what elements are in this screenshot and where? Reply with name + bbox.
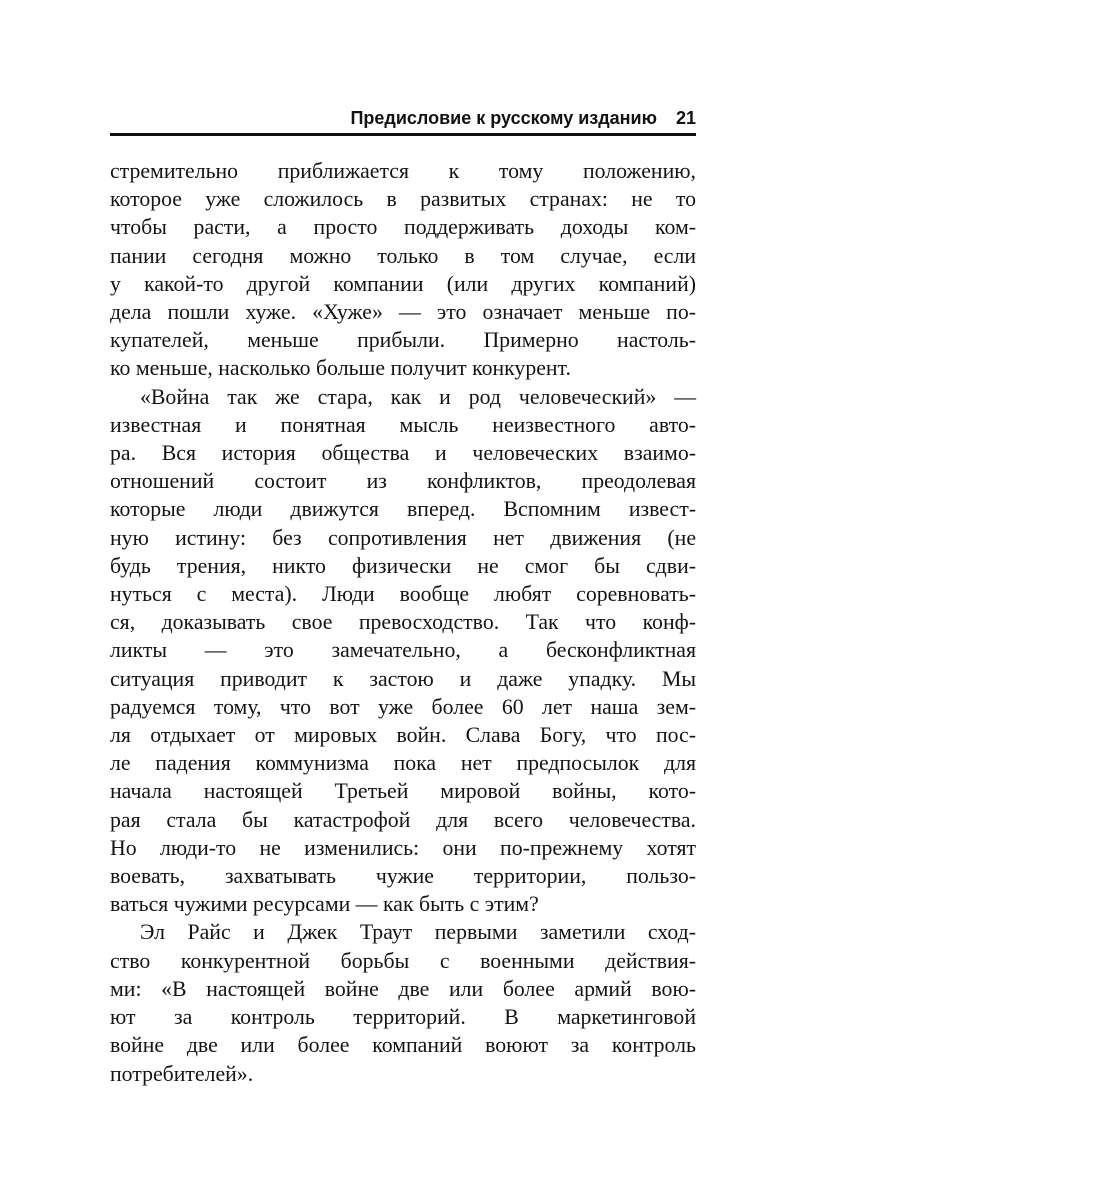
text-line: ют за контроль территорий. В маркетинговой xyxy=(110,1005,696,1030)
text-line: рая стала бы катастрофой для всего человечества. xyxy=(110,807,696,832)
text-line: войне две или более компаний воюют за контроль xyxy=(110,1033,696,1058)
text-line: отношений состоит из конфликтов, преодолевая xyxy=(110,469,696,494)
text-line: воевать, захватывать чужие территории, пользо- xyxy=(110,864,696,889)
text-line: потребителей». xyxy=(110,1061,254,1086)
text-line: ля отдыхает от мировых войн. Слава Богу, что пос- xyxy=(110,723,696,748)
text-line: дела пошли хуже. «Хуже» — это означает меньше по- xyxy=(110,300,696,325)
text-line: ситуация приводит к застою и даже упадку. Мы xyxy=(110,666,696,691)
text-line: ство конкурентной борьбы с военными действия- xyxy=(110,948,696,973)
text-line: ко меньше, насколько больше получит конкурент. xyxy=(110,356,571,381)
text-line: «Война так же стара, как и род человеческий» — xyxy=(140,384,696,409)
text-line: ваться чужими ресурсами — как быть с этим? xyxy=(110,892,539,917)
text-line: пании сегодня можно только в том случае, если xyxy=(110,243,696,268)
running-header-title: Предисловие к русскому изданию xyxy=(350,108,657,128)
text-line: купателей, меньше прибыли. Примерно настоль- xyxy=(110,328,696,353)
text-line: нуться с места). Люди вообще любят соревновать- xyxy=(110,582,696,607)
body-text xyxy=(110,157,696,1088)
text-line: ми: «В настоящей войне две или более армий вою- xyxy=(110,976,696,1001)
text-line: которые люди движутся вперед. Вспомним извест- xyxy=(110,497,696,522)
running-header xyxy=(110,108,696,128)
header-rule xyxy=(110,133,696,136)
text-line: известная и понятная мысль неизвестного авто- xyxy=(110,412,696,437)
page-number: 21 xyxy=(675,108,696,128)
text-line: ра. Вся история общества и человеческих взаимо- xyxy=(110,441,696,466)
text-line: которое уже сложилось в развитых странах: не то xyxy=(110,187,696,212)
text-line: радуемся тому, что вот уже более 60 лет наша зем- xyxy=(110,694,696,719)
text-line: ликты — это замечательно, а бесконфликтная xyxy=(110,638,696,663)
text-line: ную истину: без сопротивления нет движения (не xyxy=(110,525,696,550)
text-line: начала настоящей Третьей мировой войны, кото- xyxy=(110,779,696,804)
text-line: Эл Райс и Джек Траут первыми заметили сход- xyxy=(140,920,696,945)
text-line: ся, доказывать свое превосходство. Так что конф- xyxy=(110,610,696,635)
text-line: чтобы расти, а просто поддерживать доходы ком- xyxy=(110,215,696,240)
text-line: Но люди-то не изменились: они по-прежнему хотят xyxy=(110,835,696,860)
text-line: будь трения, никто физически не смог бы сдви- xyxy=(110,553,696,578)
text-line: стремительно приближается к тому положению, xyxy=(110,159,696,183)
text-line: ле падения коммунизма пока нет предпосылок для xyxy=(110,751,696,776)
text-line: у какой-то другой компании (или других компаний) xyxy=(110,271,696,296)
